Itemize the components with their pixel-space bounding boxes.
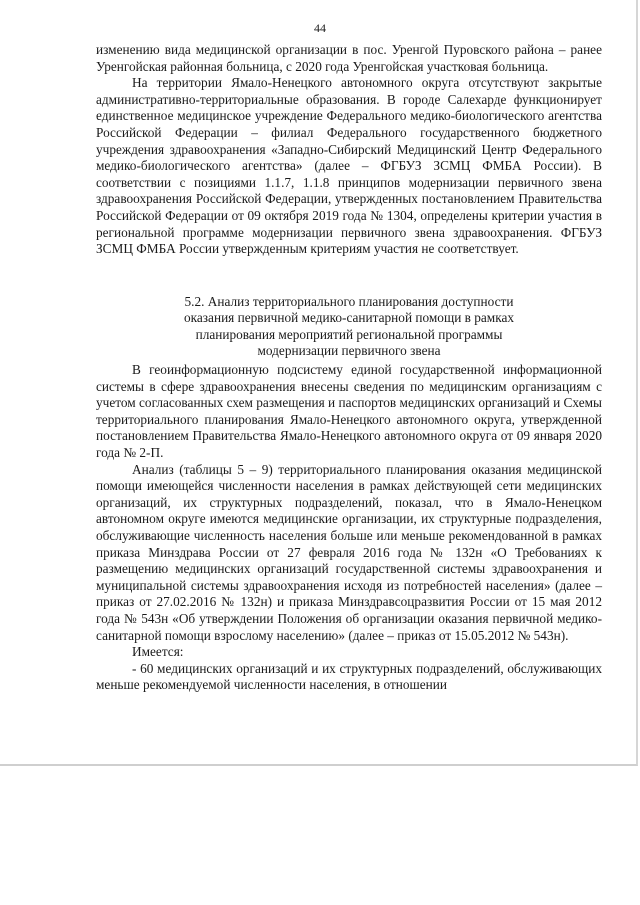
- paragraph: На территории Ямало-Ненецкого автономного округа отсутствуют закрытые административно-территориальные образования. В городе Салехарде функционирует единственное медицинское учреждение Федерального медико-биологического агентства Российской Федерации – филиал Федерального государственного бюджетного учреждения здравоохранения «Западно-Сибирский Медицинский Центр Федерального медико-биологического агентства» (далее – ФГБУЗ ЗСМЦ ФМБА России). В соответствии с позициями 1.1.7, 1.1.8 принципов модернизации первичного звена здравоохранения Российской Федерации, утвержденных постановлением Правительства Российской Федерации от 09 октября 2019 года № 1304, определены критерии участия в региональной программе модернизации первичного звена здравоохранения. ФГБУЗ ЗСМЦ ФМБА России утвержденным критериям участия не соответствует.: [96, 75, 602, 257]
- paragraph: - 60 медицинских организаций и их структурных подразделений, обслуживающих меньше рекомендуемой численности населения, в отношении: [96, 660, 602, 693]
- paragraph: Анализ (таблицы 5 – 9) территориального планирования оказания медицинской помощи имеющейся численности населения в рамках действующей сети медицинских организаций, их структурных подразделений, показал, что в Ямало-Ненецком автономном округе имеются медицинские организации, их структурные подразделения, обслуживающие численность населения больше или меньше рекомендованной в рамках приказа Минздрава России от 27 февраля 2016 года № 132н «О Требованиях к размещению медицинских организаций государственной системы здравоохранения и муниципальной системы здравоохранения исходя из потребностей населения» (далее – приказ от 27.02.2016 № 132н) и приказа Минздравсоцразвития России от 15 мая 2012 года № 543н «Об утверждении Положения об организации оказания первичной медико-санитарной помощи взрослому населению» (далее – приказ от 15.05.2012 № 543н).: [96, 461, 602, 643]
- section-heading-line: 5.2. Анализ территориального планирования доступности: [184, 294, 514, 309]
- body-text-bottom: [96, 362, 602, 694]
- section-heading-line: оказания первичной медико-санитарной помощи в рамках: [183, 310, 515, 326]
- section-heading: [96, 294, 602, 360]
- section-heading-line: модернизации первичного звена: [257, 343, 441, 359]
- page-number: 44: [314, 21, 326, 35]
- blank-area: [0, 766, 640, 905]
- paragraph: изменению вида медицинской организации в пос. Уренгой Пуровского района – ранее Уренгойская районная больница, с 2020 года Уренгойская участковая больница.: [96, 42, 602, 74]
- section-heading-line: планирования мероприятий региональной программы: [195, 326, 503, 342]
- paragraph: В геоинформационную подсистему единой государственной информационной системы в сфере здравоохранения внесены сведения по медицинским организациям с учетом согласованных схем размещения и паспортов медицинских организаций и Схемы территориального планирования Ямало-Ненецкого автономного округа, утвержденной постановлением Правительства Ямало-Ненецкого автономного округа от 09 января 2020 года № 2-П.: [96, 362, 602, 460]
- paragraph: Имеется:: [132, 644, 184, 660]
- body-text-top: [96, 42, 602, 258]
